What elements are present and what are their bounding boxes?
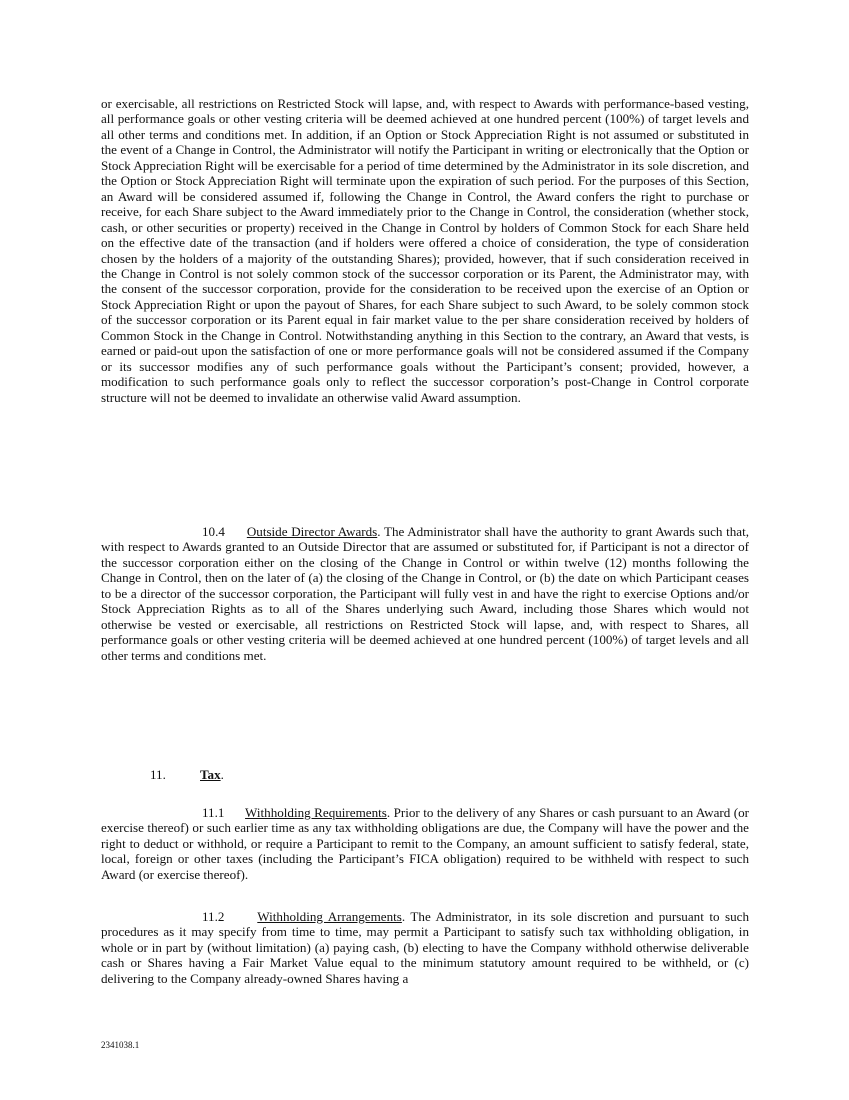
section-number: 11.1 xyxy=(202,805,225,820)
section-title: Outside Director Awards xyxy=(246,524,378,539)
section-body: . The Administrator shall have the authority to grant Awards such that, with respect to Awards granted to an Outside Director that are assumed or substituted for, if Participant is not a director of the successor corporation either on the closing of the Change in Control or within twelve (12) months following the Change in Control, then on the later of (a) the closing of the Change in Control, or (b) the date on which Participant ceases to be a director of the successor corporation, the Participant will fully vest in and have the right to exercise Options and/or Stock Appreciation Rights as to all of the Shares underlying such Award, including those Shares which would not otherwise be vested or exercisable, all restrictions on Restricted Stock will lapse, and, with respect to Shares, all performance goals or other vesting criteria will be deemed achieved at one hundred percent (100%) of target levels and all other terms and conditions met. xyxy=(101,524,750,663)
section-10-4-outside-director-awards xyxy=(101,524,749,663)
section-title: Withholding Arrangements xyxy=(257,909,402,924)
document-id-footer: 2341038.1 xyxy=(101,1040,140,1050)
section-11-1-withholding-requirements xyxy=(101,805,749,882)
section-title: Withholding Requirements xyxy=(245,805,387,820)
paragraph-change-in-control-continued xyxy=(101,96,749,405)
paragraph-text: or exercisable, all restrictions on Restricted Stock will lapse, and, with respect to Awards with performance-based vesting, all performance goals or other vesting criteria will be deemed achieved at one hundred percent (100%) of target levels and all other terms and conditions met. In addition, if an Option or Stock Appreciation Right is not assumed or substituted in the event of a Change in Control, the Administrator will notify the Participant in writing or electronically that the Option or Stock Appreciation Right will be exercisable for a period of time determined by the Administrator in its sole discretion, and the Option or Stock Appreciation Right will terminate upon the expiration of such period. For the purposes of this Section, an Award will be considered assumed if, following the Change in Control, the Award confers the right to purchase or receive, for each Share subject to the Award immediately prior to the Change in Control, the consideration (whether stock, cash, or other securities or property) received in the Change in Control by holders of Common Stock for each Share held on the effective date of the transaction (and if holders were offered a choice of consideration, the type of consideration chosen by the holders of a majority of the outstanding Shares); provided, however, that if such consideration received in the Change in Control is not solely common stock of the successor corporation or its Parent, the Administrator may, with the consent of the successor corporation, provide for the consideration to be received upon the exercise of an Option or Stock Appreciation Right or upon the payout of Shares, for each Share subject to such Award, to be solely common stock of the successor corporation or its Parent equal in fair market value to the per share consideration received by holders of Common Stock in the Change in Control. Notwithstanding anything in this Section to the contrary, an Award that vests, is earned or paid-out upon the satisfaction of one or more performance goals will not be considered assumed if the Company or its successor modifies any of such performance goals without the Participant’s consent; provided, however, a modification to such performance goals only to reflect the successor corporation’s post-Change in Control corporate structure will not be deemed to invalidate an otherwise valid Award assumption. xyxy=(101,96,749,405)
section-title: Tax xyxy=(200,767,221,782)
section-number: 11. xyxy=(150,767,166,782)
section-title-suffix: . xyxy=(220,767,224,782)
section-11-heading xyxy=(150,767,224,782)
section-number: 10.4 xyxy=(202,524,225,539)
section-body: . The Administrator, in its sole discretion and pursuant to such procedures as it may specify from time to time, may permit a Participant to satisfy such tax withholding obligation, in whole or in part by (without limitation) (a) paying cash, (b) electing to have the Company withhold otherwise deliverable cash or Shares having a Fair Market Value equal to the minimum statutory amount required to be withheld, or (c) delivering to the Company already-owned Shares having a xyxy=(101,909,749,986)
section-body: . Prior to the delivery of any Shares or cash pursuant to an Award (or exercise thereof) or such earlier time as any tax withholding obligations are due, the Company will have the power and the right to deduct or withhold, or require a Participant to remit to the Company, an amount sufficient to satisfy federal, state, local, foreign or other taxes (including the Participant’s FICA obligation) required to be withheld with respect to such Award (or exercise thereof). xyxy=(101,805,749,882)
section-11-2-withholding-arrangements xyxy=(101,909,749,986)
section-number: 11.2 xyxy=(202,909,225,924)
